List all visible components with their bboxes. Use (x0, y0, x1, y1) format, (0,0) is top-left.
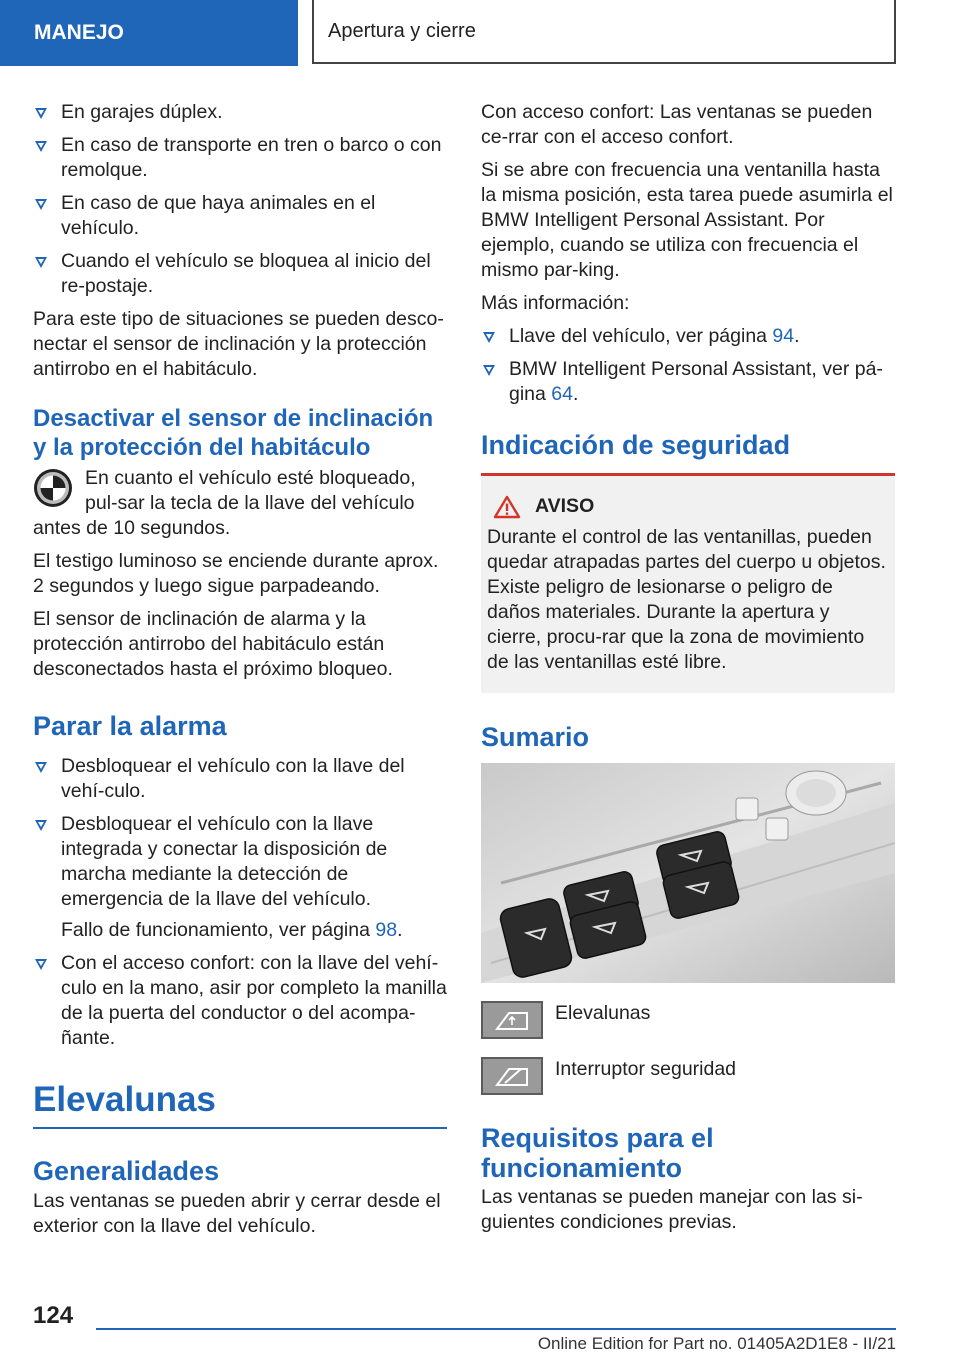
list-item: En garajes dúplex. (33, 100, 447, 125)
bullet-list-situations (33, 100, 447, 299)
section-tab (0, 0, 298, 66)
legend-label: Elevalunas (555, 1002, 651, 1024)
legend-item-window-lifter (481, 1001, 895, 1039)
paragraph: Las ventanas se pueden abrir y cerrar desde el exterior con la llave del vehículo. (33, 1190, 441, 1237)
bullet-triangle-icon (35, 959, 47, 970)
section-title: MANEJO (34, 21, 124, 44)
safety-switch-icon (481, 1057, 543, 1095)
cross-reference: Fallo de funcionamiento, ver página 98. (61, 919, 403, 941)
warning-title: AVISO (535, 495, 595, 517)
list-item: Llave del vehículo, ver página 94. (481, 324, 895, 349)
list-item: En caso de que haya animales en el vehículo. (33, 191, 447, 241)
left-column (33, 100, 447, 1247)
right-column (481, 100, 895, 1243)
bullet-triangle-icon (35, 108, 47, 119)
paragraph: Con acceso confort: Las ventanas se pueden ce-rrar con el acceso confort. (481, 101, 873, 148)
page-link-94[interactable]: 94 (772, 325, 795, 347)
heading-stop-alarm: Parar la alarma (33, 711, 227, 741)
page-link-64[interactable]: 64 (551, 383, 573, 405)
footer-edition: Online Edition for Part no. 01405A2D1E8 - II/21 (537, 1334, 896, 1353)
list-item: BMW Intelligent Personal Assistant, ver pá-gina 64. (481, 357, 895, 407)
paragraph: Las ventanas se pueden manejar con las si-guientes condiciones previas. (481, 1186, 863, 1233)
warning-box (481, 473, 895, 693)
chapter-title: Apertura y cierre (328, 19, 476, 42)
heading-safety: Indicación de seguridad (481, 430, 791, 460)
heading-deactivate-sensor: Desactivar el sensor de inclinación y la protección del habitáculo (33, 405, 434, 461)
list-item: En caso de transporte en tren o barco o con remolque. (33, 133, 447, 183)
heading-overview: Sumario (481, 722, 590, 752)
paragraph: Si se abre con frecuencia una ventanilla hasta la misma posición, esta tarea puede asumirla el BMW Intelligent Personal Assistant. Por ejemplo, cuando se utiliza con frecuencia el mismo par-king. (481, 159, 893, 281)
bullet-triangle-icon (35, 199, 47, 210)
window-lifter-switch-icon (481, 1001, 543, 1039)
bullet-triangle-icon (483, 332, 495, 343)
bullet-triangle-icon (35, 257, 47, 268)
bullet-list-info (481, 324, 895, 407)
page-link-98[interactable]: 98 (375, 919, 398, 941)
bullet-triangle-icon (35, 141, 47, 152)
chapter-header (312, 0, 896, 64)
legend-label: Interruptor seguridad (555, 1058, 737, 1080)
window-switch-photo (481, 763, 895, 983)
heading-requirements: Requisitos para el funcionamiento (481, 1123, 714, 1183)
list-item: Desbloquear el vehículo con la llave integrada y conectar la disposición de marcha mediante la detección de emergencia de la llave del vehículo. Fallo de funcionamiento, ver página 98. (33, 812, 447, 943)
list-item: Desbloquear el vehículo con la llave del vehí-culo. (33, 754, 447, 804)
legend-item-safety-switch (481, 1057, 895, 1095)
list-item: Con el acceso confort: con la llave del vehí-culo en la mano, asir por completo la manilla de la puerta del conductor o del acompa-ñante. (33, 951, 447, 1051)
bmw-logo-icon (33, 468, 73, 508)
paragraph: Más información: (481, 292, 630, 314)
paragraph: En cuanto el vehículo esté bloqueado, pul-sar la tecla de la llave del vehículo antes de 10 segundos. (33, 467, 416, 539)
footer-divider (96, 1328, 896, 1330)
key-instruction (33, 466, 447, 541)
paragraph: Para este tipo de situaciones se pueden desco-nectar el sensor de inclinación y la protección antirrobo en el habitáculo. (33, 308, 444, 380)
heading-window-lifters: Elevalunas (33, 1079, 447, 1129)
paragraph: El testigo luminoso se enciende durante aprox. 2 segundos y luego sigue parpadeando. (33, 550, 439, 597)
bullet-list-alarm (33, 754, 447, 1051)
bullet-triangle-icon (35, 762, 47, 773)
bullet-triangle-icon (35, 820, 47, 831)
heading-general: Generalidades (33, 1156, 220, 1186)
paragraph: El sensor de inclinación de alarma y la protección antirrobo del habitáculo están desconectados hasta el próximo bloqueo. (33, 608, 393, 680)
warning-triangle-icon (493, 495, 521, 519)
warning-header (487, 494, 887, 519)
list-item: Cuando el vehículo se bloquea al inicio del re-postaje. (33, 249, 447, 299)
page-number: 124 (33, 1302, 74, 1329)
bullet-triangle-icon (483, 365, 495, 376)
warning-text: Durante el control de las ventanillas, pueden quedar atrapadas partes del cuerpo u objetos. Existe peligro de lesionarse o peligro de daños materiales. Durante la apertura y cierre, procu-rar que la zona de movimiento de las ventanillas esté libre. (487, 526, 886, 673)
